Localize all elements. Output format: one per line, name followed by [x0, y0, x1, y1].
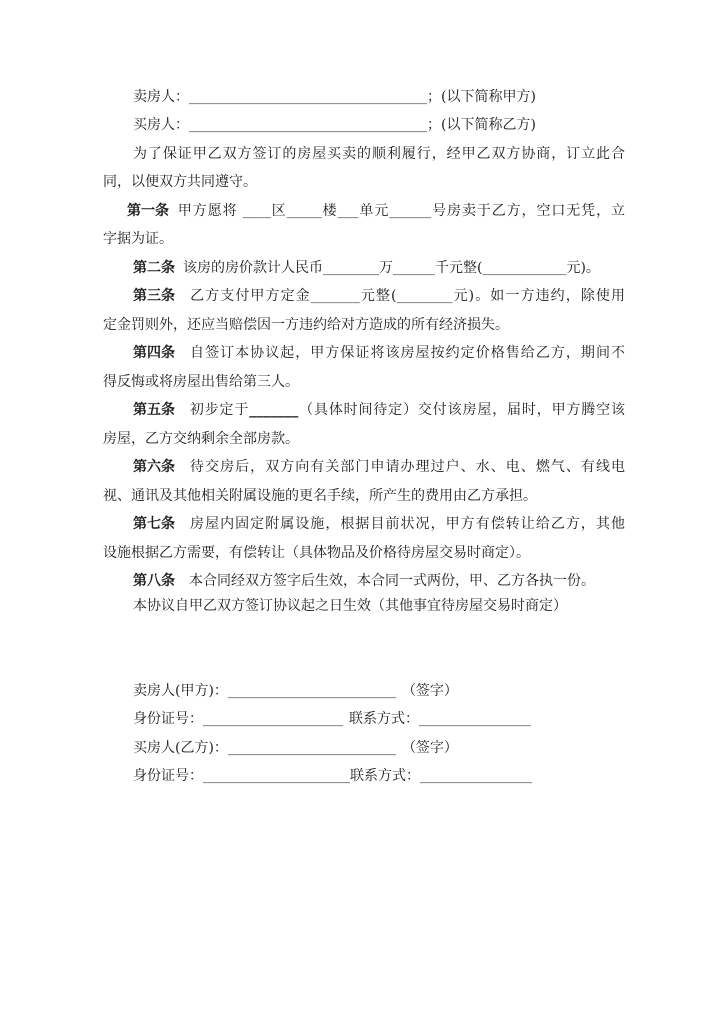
article-4-line-1 — [103, 339, 625, 367]
seller-party-label: 卖房人： — [133, 89, 189, 105]
seller-signature-blank: ________________________ — [227, 683, 396, 699]
preamble-line-2: 同，以便双方共同遵守。 — [103, 174, 257, 191]
article-5-text-pre: 初步定于 — [189, 402, 250, 419]
seller-id-label: 身份证号： — [133, 711, 203, 728]
article-3-line-1 — [103, 282, 625, 310]
seller-id-blank: ____________________ — [203, 711, 343, 728]
article-2-text: 该房的房价款计人民币________万______千元整(____________元)。 — [183, 259, 600, 276]
buyer-party-label: 买房人： — [133, 117, 189, 134]
seller-contact-label: 联系方式： — [349, 711, 419, 728]
seller-contact-line — [133, 705, 532, 733]
seller-contact-blank: ________________ — [419, 711, 531, 728]
article-5-date-blank: _______ — [249, 402, 299, 419]
preamble-line-1: 为了保证甲乙双方签订的房屋买卖的顺利履行，经甲乙双方协商，订立此合 — [133, 145, 625, 162]
article-7-line-1 — [103, 510, 625, 538]
article-8-line-1 — [103, 567, 625, 595]
buyer-signature-blank: ________________________ — [227, 739, 396, 756]
seller-signature-line — [133, 677, 532, 705]
article-6-line-2: 视、通讯及其他相关附属设施的更名手续，所产生的费用由乙方承担。 — [103, 487, 537, 504]
article-3-text: 乙方支付甲方定金_______元整(________元)。如一方违约，除使用 — [189, 288, 625, 305]
buyer-signature-label: 买房人(乙方)： — [133, 739, 228, 756]
article-2-label: 第二条 — [133, 259, 175, 276]
article-7-text: 房屋内固定附属设施，根据目前状况，甲方有偿转让给乙方，其他 — [189, 516, 625, 533]
article-1-label: 第一条 — [127, 202, 169, 219]
article-4-text: 自签订本协议起，甲方保证将该房屋按约定价格售给乙方，期间不 — [189, 345, 625, 362]
article-1-line-2: 字据为证。 — [103, 231, 173, 248]
article-4-line-2: 得反悔或将房屋出售给第三人。 — [103, 373, 299, 390]
seller-party-suffix: ；(以下简称甲方) — [427, 89, 536, 105]
buyer-party-blank: __________________________________ — [189, 117, 427, 134]
contract-body — [103, 83, 625, 621]
seller-sign-note: （签字） — [401, 683, 458, 699]
article-3-line-2: 定金罚则外，还应当赔偿因一方违约给对方造成的所有经济损失。 — [103, 316, 509, 333]
article-2-line-1 — [103, 254, 625, 282]
article-6-label: 第六条 — [133, 459, 175, 476]
buyer-contact-line — [133, 762, 532, 790]
article-6-text: 待交房后，双方向有关部门申请办理过户、水、电、燃气、有线电 — [189, 459, 625, 476]
article-7-label: 第七条 — [133, 516, 175, 533]
seller-signature-label: 卖房人(甲方)： — [133, 683, 228, 699]
article-3-label: 第三条 — [133, 288, 175, 305]
article-5-text-post: （具体时间待定）交付该房屋，届时，甲方腾空该 — [298, 402, 626, 419]
article-7-line-2: 设施根据乙方需要，有偿转让（具体物品及价格待房屋交易时商定）。 — [103, 544, 530, 561]
buyer-contact-label: 联系方式： — [350, 767, 420, 784]
article-4-label: 第四条 — [133, 345, 175, 362]
buyer-signature-line — [133, 734, 532, 762]
seller-party-blank: __________________________________ — [189, 89, 427, 105]
buyer-party-line — [103, 111, 625, 139]
article-8-label: 第八条 — [133, 572, 175, 589]
article-5-line-2: 房屋，乙方交纳剩余全部房款。 — [103, 430, 299, 447]
article-5-label: 第五条 — [133, 402, 175, 419]
effective-clause: 本协议自甲乙双方签订协议起之日生效（其他事宜待房屋交易时商定） — [133, 598, 567, 615]
buyer-party-suffix: ；(以下简称乙方) — [427, 117, 536, 134]
article-1-text: 甲方愿将 ____区_____楼___单元______号房卖于乙方，空口无凭，立 — [177, 202, 625, 219]
buyer-id-blank: _____________________ — [203, 767, 350, 784]
article-8-text: 本合同经双方签字后生效，本合同一式两份，甲、乙方各执一份。 — [189, 572, 595, 589]
article-5-line-1 — [103, 396, 625, 424]
buyer-sign-note: （签字） — [401, 739, 458, 756]
buyer-contact-blank: ________________ — [420, 767, 532, 784]
seller-party-line — [103, 83, 625, 111]
article-6-line-1 — [103, 453, 625, 481]
signature-block — [133, 677, 532, 790]
article-1-line-1 — [103, 197, 625, 225]
buyer-id-label: 身份证号： — [133, 767, 203, 784]
